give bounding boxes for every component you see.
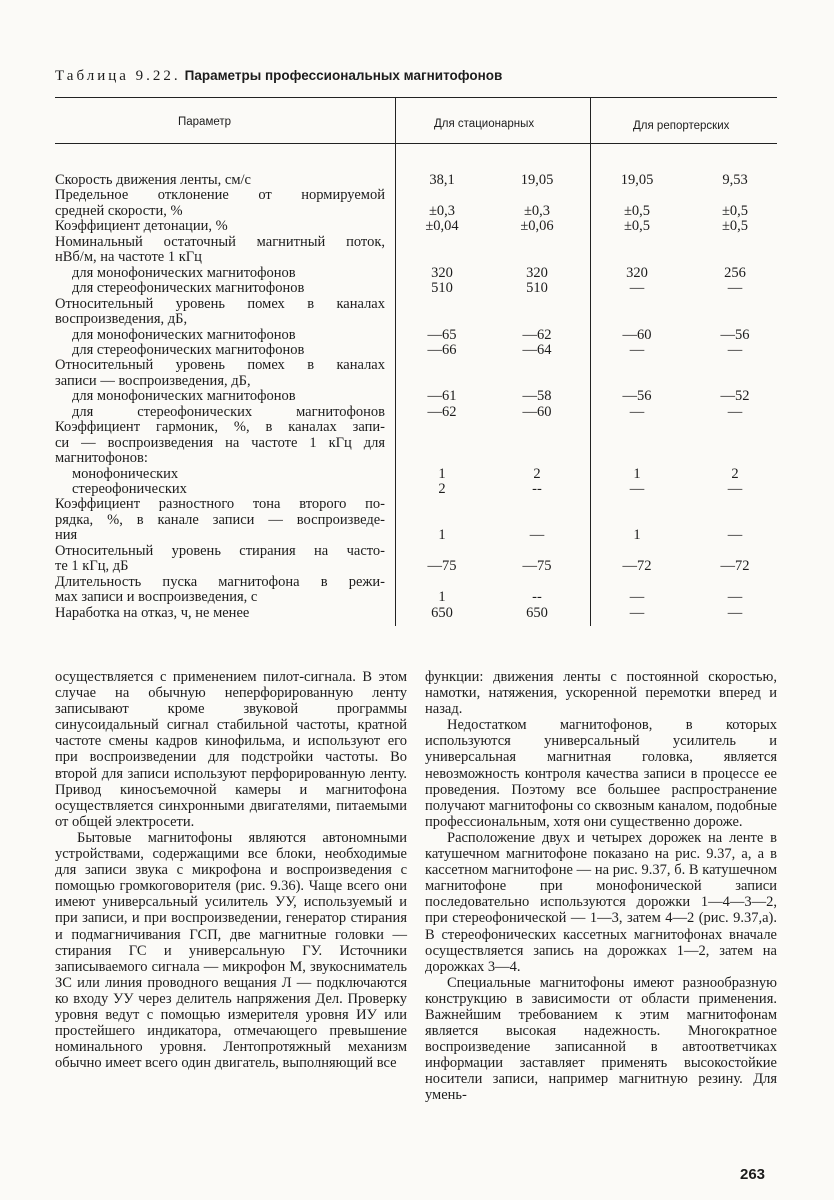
table-row (55, 389, 777, 404)
value-cell: ±0,5 (623, 218, 651, 235)
table-caption-title: Параметры профессиональных магнитофонов (184, 68, 503, 83)
table-row (55, 188, 777, 203)
table-caption (55, 68, 502, 85)
value-cell: — (629, 280, 645, 297)
value-cell: ±0,5 (721, 202, 749, 219)
value-cell: —62 (427, 403, 457, 420)
value-cell: —61 (427, 388, 457, 405)
table-row (55, 606, 777, 621)
value-cell: —72 (622, 558, 652, 575)
param-label: для стереофонических магнитофонов (72, 404, 385, 420)
value-cell: —52 (720, 388, 750, 405)
param-label: записи — воспроизведения, дБ, (55, 373, 251, 389)
value-cell: — (727, 604, 743, 621)
value-cell: 1 (438, 465, 446, 482)
table-row (55, 497, 777, 512)
param-label: Предельное отклонение от нормируемой (55, 188, 385, 204)
value-cell: — (629, 589, 645, 606)
value-cell: — (629, 403, 645, 420)
table-row (55, 528, 777, 543)
value-cell: — (629, 604, 645, 621)
header-reporter: Для репортерских (633, 120, 730, 132)
value-cell: 256 (724, 264, 746, 281)
value-cell: — (727, 280, 743, 297)
param-label: Скорость движения ленты, см/с (55, 173, 251, 188)
param-label: Относительный уровень помех в каналах (55, 296, 385, 312)
param-label: средней скорости, % (55, 203, 183, 219)
value-cell: 320 (431, 264, 453, 281)
value-cell: —60 (522, 403, 552, 420)
value-cell: 19,05 (520, 172, 554, 188)
table-row (55, 559, 777, 574)
param-label: воспроизведения, дБ, (55, 312, 188, 327)
param-label: Относительный уровень стирания на часто- (55, 543, 385, 559)
table-row (55, 405, 777, 420)
param-label: для монофонических магнитофонов (72, 327, 296, 343)
table-row (55, 312, 777, 327)
value-cell: — (727, 589, 743, 606)
table-header-rule (55, 143, 777, 144)
table-row (55, 328, 777, 343)
value-cell: —65 (427, 326, 457, 343)
value-cell: 1 (438, 527, 446, 544)
value-cell: 38,1 (429, 172, 455, 188)
table-row (55, 451, 777, 466)
table-row (55, 374, 777, 389)
value-cell: -- (532, 481, 542, 497)
table-row (55, 219, 777, 234)
value-cell: 1 (633, 465, 641, 482)
value-cell: — (529, 527, 545, 544)
value-cell: 1 (633, 527, 641, 544)
param-label: ния (55, 528, 78, 544)
param-label: Наработка на отказ, ч, не менее (55, 605, 250, 621)
body-paragraph: функции: движения ленты с постоянной скоростью, намотки, натяжения, ускоренной перемотки вперед и назад. (425, 669, 777, 718)
value-cell: — (727, 403, 743, 420)
value-cell: 9,53 (722, 172, 748, 188)
value-cell: — (727, 341, 743, 358)
table-caption-label: Таблица 9.22. (55, 68, 181, 84)
value-cell: ±0,3 (523, 202, 551, 219)
value-cell: 2 (533, 465, 541, 482)
table-row (55, 590, 777, 605)
table-row (55, 575, 777, 590)
page-number: 263 (740, 1166, 766, 1183)
value-cell: —56 (720, 326, 750, 343)
body-left-column (55, 669, 407, 1071)
body-paragraph: Специальные магнитофоны имеют разнообразную конструкцию в зависимости от области применения. Важнейшим требованием к этим магнитофонам является высокая надежность. Многократное воспроизведение записанной в автоответчиках информации заставляет применять высокостойкие носители записи, например магнитную резину. Для умень- (425, 974, 777, 1104)
param-label: Относительный уровень помех в каналах (55, 358, 385, 374)
value-cell: ±0,06 (520, 218, 554, 235)
value-cell: —66 (427, 341, 457, 358)
value-cell: 320 (626, 264, 648, 281)
table-row (55, 281, 777, 296)
param-label: Коэффициент разностного тона второго по- (55, 497, 385, 513)
value-cell: —58 (522, 388, 552, 405)
body-paragraph: осуществляется с применением пилот-сигнала. В этом случае на обычную неперфорированную ленту записывают кроме звуковой программы синусоидальный сигнал стабильной частоты, кратной частоте смены кадров кинофильма, и используют его при воспроизведении для подстройки частоты. Во второй для записи используют перфорированную ленту. Привод киносъемочной камеры и магнитофона осуществляется синхронными двигателями, питаемыми от общей электросети. (55, 669, 407, 830)
value-cell: — (629, 341, 645, 358)
table-row (55, 436, 777, 451)
param-label: для монофонических магнитофонов (72, 389, 296, 405)
param-label: рядка, %, в канале записи — воспроизведе- (55, 512, 385, 528)
value-cell: —64 (522, 341, 552, 358)
param-label: для стереофонических магнитофонов (72, 281, 305, 297)
value-cell: —56 (622, 388, 652, 405)
param-label: монофонических (72, 466, 179, 482)
param-label: мах записи и воспроизведения, с (55, 590, 258, 606)
value-cell: — (727, 527, 743, 544)
value-cell: —72 (720, 558, 750, 575)
table-row (55, 204, 777, 219)
table-top-rule (55, 97, 777, 98)
param-label: стереофонических (72, 482, 187, 497)
value-cell: —62 (522, 326, 552, 343)
param-label: Коэффициент детонации, % (55, 219, 228, 235)
param-label: Номинальный остаточный магнитный поток, (55, 234, 385, 250)
value-cell: — (629, 481, 645, 497)
value-cell: —75 (522, 558, 552, 575)
param-label: для монофонических магнитофонов (72, 265, 296, 281)
body-right-column (425, 669, 777, 1104)
param-label: для стереофонических магнитофонов (72, 342, 305, 358)
value-cell: -- (532, 589, 542, 606)
table-row (55, 544, 777, 559)
param-label: Длительность пуска магнитофона в режи- (55, 574, 385, 590)
body-paragraph: Расположение двух и четырех дорожек на ленте в катушечном магнитофоне показано на рис. 9.37, а, а в кассетном магнитофоне — на рис. 9.37, б. В катушечном магнитофоне при монофонической записи последовательно используются дорожки 1—4—3—2, при стереофонической — 1—3, затем 4—2 (рис. 9.37,а). В стереофонических кассетных магнитофонах вначале осуществляется запись на дорожках 1—2, затем на дорожках 3—4. (425, 829, 777, 975)
value-cell: ±0,3 (428, 202, 456, 219)
table-row (55, 467, 777, 482)
value-cell: ±0,5 (623, 202, 651, 219)
value-cell: 510 (526, 280, 548, 297)
header-stationary: Для стационарных (434, 118, 535, 130)
value-cell: 1 (438, 589, 446, 606)
table-row (55, 250, 777, 265)
value-cell: 2 (438, 481, 446, 497)
value-cell: 320 (526, 264, 548, 281)
value-cell: 2 (731, 465, 739, 482)
param-label: Коэффициент гармоник, %, в каналах запи- (55, 420, 385, 436)
value-cell: 510 (431, 280, 453, 297)
header-parameter: Параметр (178, 116, 232, 128)
param-label: си — воспроизведения на частоте 1 кГц для (55, 435, 385, 451)
table-row (55, 358, 777, 373)
value-cell: 19,05 (620, 172, 654, 188)
value-cell: 650 (526, 604, 548, 621)
table-row (55, 482, 777, 497)
value-cell: 650 (431, 604, 453, 621)
body-paragraph: Бытовые магнитофоны являются автономными устройствами, содержащими все блоки, необходимые для записи звука с микрофона и воспроизведения с помощью громкоговорителя (рис. 9.36). Чаще всего они имеют универсальный усилитель УУ, используемый и при записи, и при воспроизведении, генератор стирания и подмагничивания ГСП, две магнитные головки — стирания ГС и универсальную ГУ. Источники записываемого сигнала — микрофон М, звукосниматель ЗС или линия проводного вещания Л — подключаются ко входу УУ через делитель напряжения Дел. Проверку уровня ведут с помощью измерителя уровня ИУ или простейшего индикатора, отмечающего превышение номинального уровня. Лентопротяжный механизм обычно имеет всего один двигатель, выполняющий все (55, 829, 407, 1072)
table-row (55, 343, 777, 358)
value-cell: ±0,5 (721, 218, 749, 235)
table-row (55, 235, 777, 250)
param-label: нВб/м, на частоте 1 кГц (55, 250, 202, 266)
table-row (55, 297, 777, 312)
param-label: магнитофонов: (55, 451, 148, 467)
table-row (55, 420, 777, 435)
table-row (55, 266, 777, 281)
value-cell: —60 (622, 326, 652, 343)
value-cell: —75 (427, 558, 457, 575)
body-paragraph: Недостатком магнитофонов, в которых используются универсальный усилитель и универсальная магнитная головка, является невозможность контроля качества записи в процессе ее проведения. Поэтому все большее распространение получают магнитофоны со сквозным каналом, подобные профессиональным, хотя они существенно дороже. (425, 717, 777, 830)
value-cell: — (727, 481, 743, 497)
param-label: те 1 кГц, дБ (55, 559, 129, 575)
value-cell: ±0,04 (425, 218, 459, 235)
table-row (55, 173, 777, 188)
table-row (55, 513, 777, 528)
